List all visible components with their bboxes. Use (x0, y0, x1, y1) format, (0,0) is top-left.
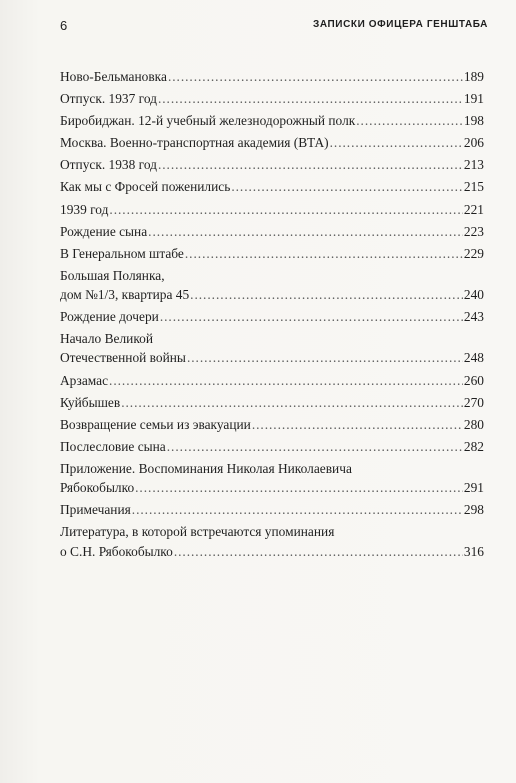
toc-entry (60, 393, 484, 412)
toc-entry-title-line: Как мы с Фросей поженились (60, 179, 231, 195)
page-number: 6 (60, 18, 68, 33)
toc-entry-row (60, 371, 484, 390)
toc-entry-page: 206 (463, 135, 484, 151)
toc-entry-page: 229 (463, 245, 484, 261)
dot-leader (158, 89, 463, 108)
toc-entry-title-line: Арзамас (60, 372, 109, 388)
toc-entry (60, 307, 484, 326)
toc-entry-title-line: Москва. Военно-транспортная академия (ВТА) (60, 135, 329, 151)
toc-entry-page: 189 (463, 69, 484, 84)
toc-entry (60, 222, 484, 241)
dot-leader (158, 155, 463, 174)
toc-entry-row (60, 67, 484, 86)
toc-entry (60, 371, 484, 390)
dot-leader (330, 133, 463, 152)
toc-entry-page: 198 (463, 113, 484, 129)
toc-entry-title-line: 1939 год (60, 201, 109, 217)
dot-leader (190, 285, 463, 304)
toc-entry-title-line: Рождение сына (60, 223, 148, 239)
toc-entry-title-line: Отечественной войны (60, 350, 186, 366)
dot-leader (185, 244, 463, 263)
dot-leader (231, 177, 463, 196)
toc-entry (60, 266, 484, 304)
toc-entry-title-line: Куйбышев (60, 394, 121, 410)
toc-entry-row (60, 542, 484, 561)
toc-entry-title-line: В Генеральном штабе (60, 245, 184, 261)
toc-entry-page: 223 (463, 223, 484, 239)
toc-entry-page: 280 (463, 416, 484, 432)
toc-entry-title-line: Большая Полянка, (60, 267, 165, 283)
toc-entry-row (60, 177, 484, 196)
toc-entry (60, 415, 484, 434)
dot-leader (356, 111, 463, 130)
dot-leader (167, 437, 463, 456)
toc-entry-title-line: Биробиджан. 12-й учебный железнодорожный полк (60, 113, 356, 129)
dot-leader (121, 393, 463, 412)
toc-entry (60, 111, 484, 130)
toc-entry-row (60, 222, 484, 241)
toc-entry (60, 522, 484, 560)
toc-entry-row (60, 133, 484, 152)
toc-entry-title-line: о С.Н. Рябокобылко (60, 543, 173, 559)
toc-entry (60, 67, 484, 86)
toc-entry-title-line: Литература, в которой встречаются упоминания (60, 524, 335, 540)
running-title: ЗАПИСКИ ОФИЦЕРА ГЕНШТАБА (312, 19, 488, 30)
dot-leader (168, 67, 463, 86)
toc-entry-title-line: Возвращение семьи из эвакуации (60, 416, 251, 432)
toc-entry-page: 270 (463, 394, 484, 410)
toc-entry-title-line: Начало Великой (60, 331, 154, 347)
toc-entry-row (60, 348, 484, 367)
dot-leader (135, 478, 463, 497)
toc-entry-row (60, 307, 484, 326)
toc-entry-row (60, 200, 484, 219)
dot-leader (252, 415, 463, 434)
dot-leader (109, 371, 463, 390)
toc-entry-row (60, 244, 484, 263)
dot-leader (187, 348, 463, 367)
toc-entry-page: 221 (463, 201, 484, 217)
toc-entry-title-line: Примечания (60, 502, 131, 518)
toc-entry-row (60, 437, 484, 456)
dot-leader (109, 200, 462, 219)
toc-entry-page: 243 (463, 309, 484, 325)
toc-entry (60, 437, 484, 456)
toc-entry (60, 459, 484, 497)
toc-entry-page: 215 (463, 179, 484, 195)
toc-entry-page: 240 (463, 287, 484, 303)
toc-entry-row (60, 500, 484, 519)
toc-entry (60, 500, 484, 519)
toc-entry-page: 260 (463, 372, 484, 388)
toc-entry (60, 133, 484, 152)
toc-entry-page: 291 (463, 480, 484, 496)
toc-entry-page: 213 (463, 157, 484, 173)
toc-entry (60, 244, 484, 263)
toc-entry-title-line: Ново-Бельмановка (60, 69, 167, 84)
toc-entry-row (60, 478, 484, 497)
toc-entry-row (60, 89, 484, 108)
toc-entry-title-line: Послесловие сына (60, 438, 166, 454)
toc-entry (60, 155, 484, 174)
toc-entry-row (60, 415, 484, 434)
table-of-contents (60, 67, 484, 564)
page-header (60, 18, 488, 34)
toc-entry-title-line: Приложение. Воспоминания Николая Николаевича (60, 460, 352, 476)
toc-entry-row (60, 393, 484, 412)
toc-entry-page: 248 (463, 350, 484, 366)
dot-leader (148, 222, 463, 241)
toc-entry-row (60, 285, 484, 304)
toc-entry-row (60, 155, 484, 174)
toc-entry-title-line: Рябокобылко (60, 480, 135, 496)
toc-entry-row (60, 111, 484, 130)
toc-entry-title-line: Отпуск. 1938 год (60, 157, 157, 173)
toc-entry-page: 316 (463, 543, 484, 559)
toc-entry (60, 329, 484, 367)
toc-entry (60, 177, 484, 196)
toc-entry-title-line: Рождение дочери (60, 309, 159, 325)
dot-leader (174, 542, 463, 561)
toc-entry-page: 298 (463, 502, 484, 518)
toc-entry (60, 89, 484, 108)
dot-leader (160, 307, 463, 326)
toc-entry-page: 191 (463, 91, 484, 107)
toc-entry-title-line: дом №1/3, квартира 45 (60, 287, 190, 303)
dot-leader (132, 500, 463, 519)
toc-entry (60, 200, 484, 219)
toc-entry-title-line: Отпуск. 1937 год (60, 91, 157, 107)
toc-entry-page: 282 (463, 438, 484, 454)
